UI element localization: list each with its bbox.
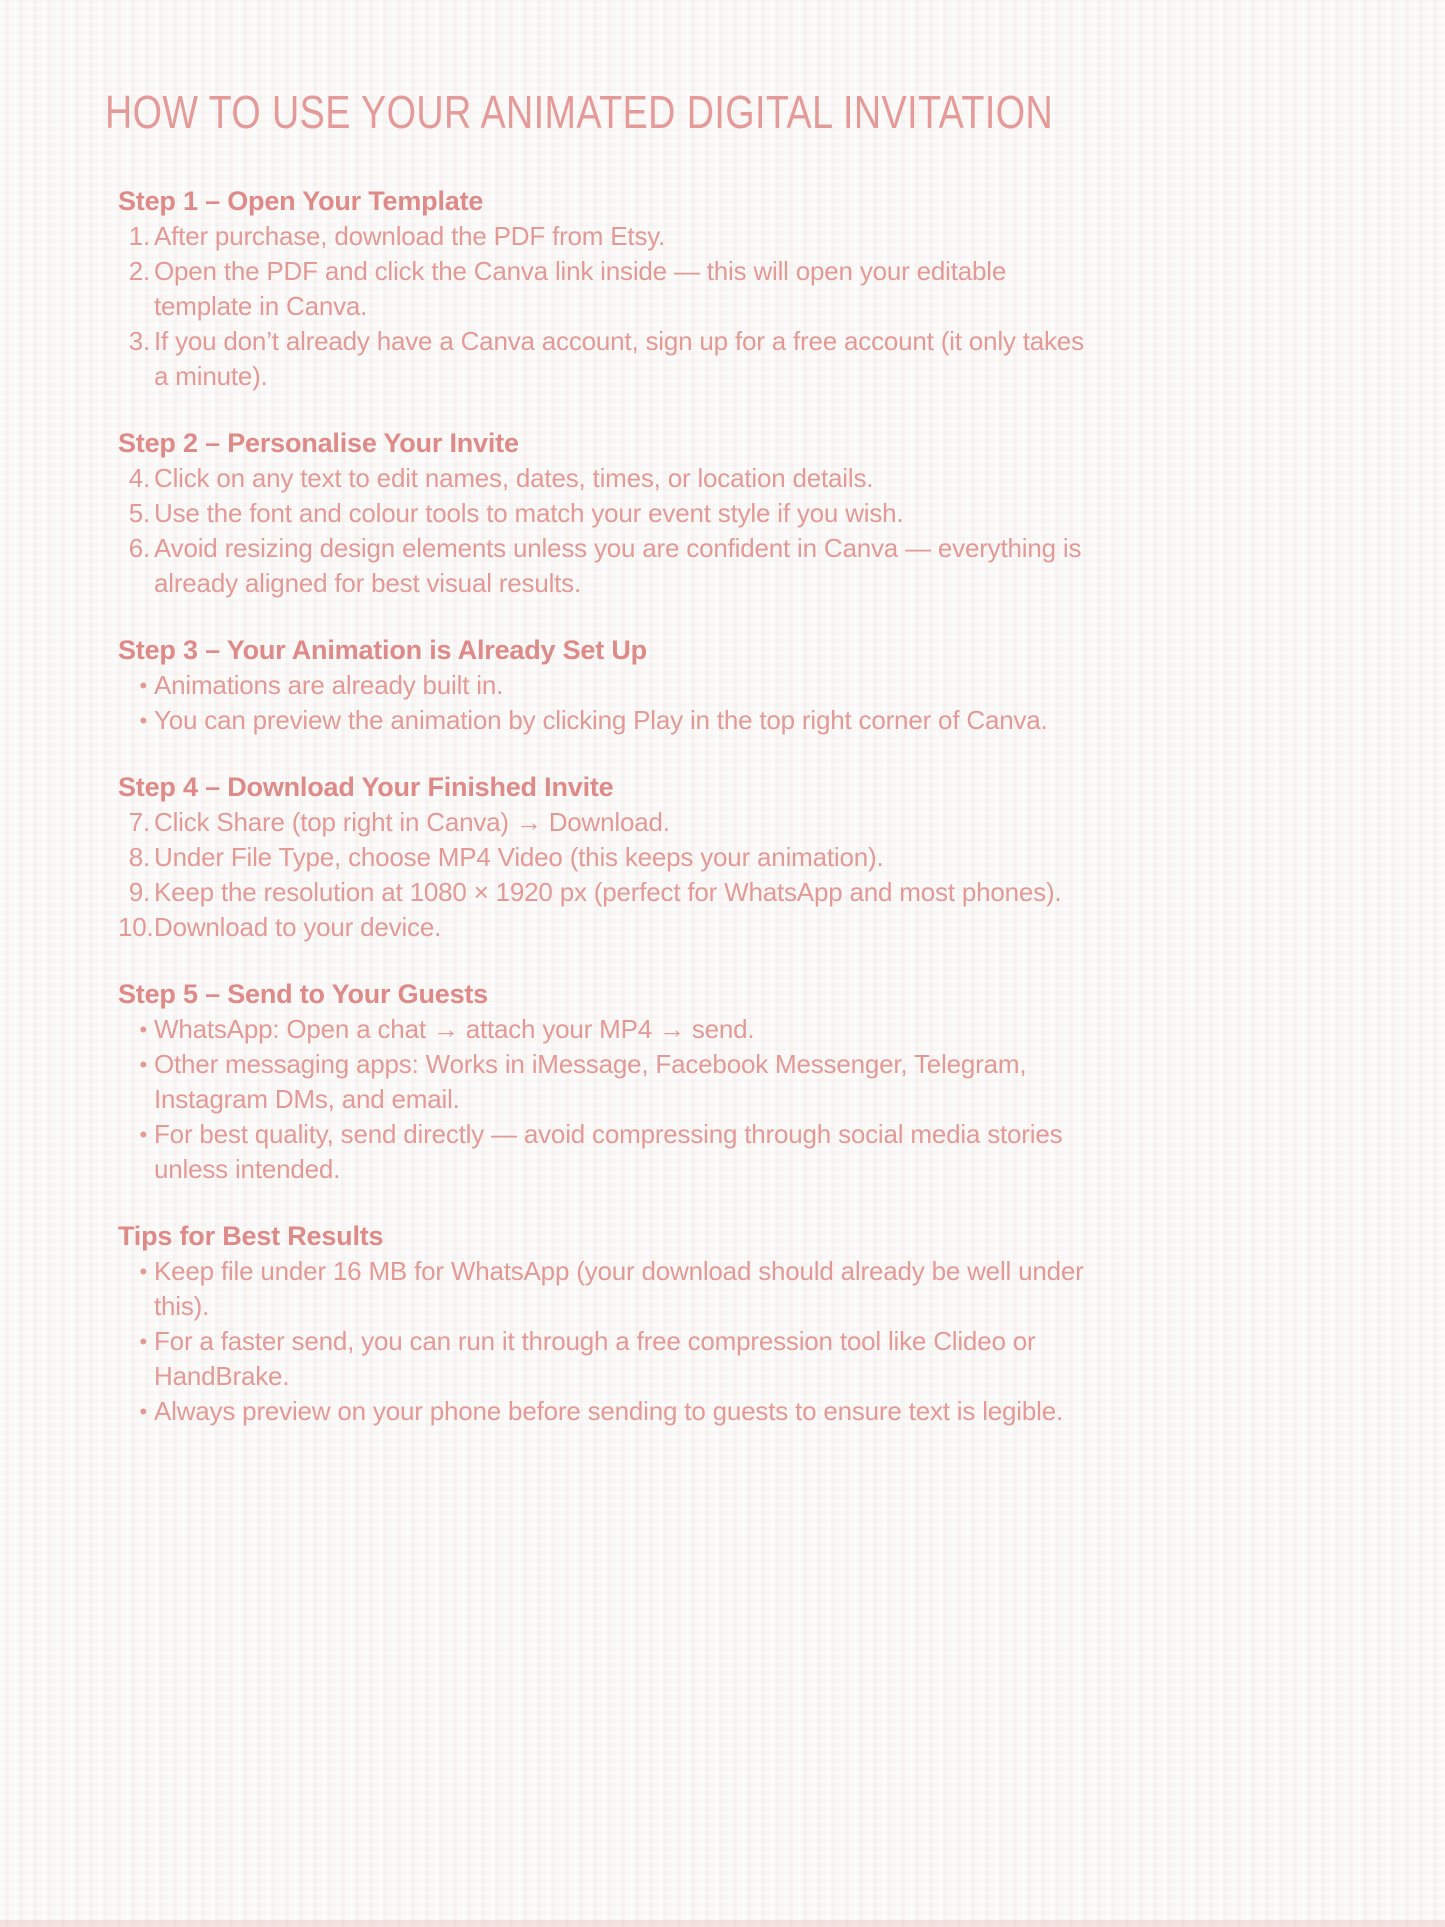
bullet-marker: • xyxy=(139,1122,147,1147)
list-item xyxy=(118,910,1335,945)
list-item-text: WhatsApp: Open a chat → attach your MP4 → send. xyxy=(154,1014,755,1044)
list-item-text: Always preview on your phone before sending to guests to ensure text is legible. xyxy=(154,1396,1063,1426)
list-item xyxy=(118,254,1335,324)
number-marker: 2. xyxy=(128,256,150,286)
bullet-marker: • xyxy=(139,708,147,733)
number-marker: 8. xyxy=(128,842,150,872)
list-item xyxy=(118,875,1335,910)
list-item-text: Other messaging apps: Works in iMessage, Facebook Messenger, Telegram, Instagram DMs, and email. xyxy=(154,1049,1027,1114)
section-heading: Step 5 – Send to Your Guests xyxy=(118,979,488,1009)
number-marker: 1. xyxy=(128,221,150,251)
list-item-text: Keep file under 16 MB for WhatsApp (your download should already be well under this). xyxy=(154,1256,1084,1321)
list-item-text: Under File Type, choose MP4 Video (this keeps your animation). xyxy=(154,842,884,872)
number-marker: 5. xyxy=(128,498,150,528)
list-item xyxy=(118,461,1335,496)
number-marker: 7. xyxy=(128,807,150,837)
section-heading: Step 1 – Open Your Template xyxy=(118,186,484,216)
numbered-list xyxy=(118,461,1335,601)
section xyxy=(118,426,1335,601)
list-item xyxy=(118,668,1335,703)
bottom-edge xyxy=(0,1920,1445,1927)
list-item xyxy=(118,1012,1335,1047)
number-marker: 4. xyxy=(128,463,150,493)
section-heading: Step 4 – Download Your Finished Invite xyxy=(118,772,614,802)
list-item-text: Avoid resizing design elements unless you are confident in Canva — everything is already aligned for best visual results. xyxy=(154,533,1082,598)
section xyxy=(118,1219,1335,1429)
list-item-text: Animations are already built in. xyxy=(154,670,504,700)
list-item-text: You can preview the animation by clicking Play in the top right corner of Canva. xyxy=(154,705,1048,735)
bullet-marker: • xyxy=(139,1259,147,1284)
bullet-marker: • xyxy=(139,1017,147,1042)
list-item-text: Use the font and colour tools to match your event style if you wish. xyxy=(154,498,904,528)
list-item xyxy=(118,531,1335,601)
list-item-text: After purchase, download the PDF from Etsy. xyxy=(154,221,666,251)
section-heading: Step 2 – Personalise Your Invite xyxy=(118,428,519,458)
list-item xyxy=(118,1047,1335,1117)
list-item xyxy=(118,1324,1335,1394)
number-marker: 6. xyxy=(128,533,150,563)
list-item xyxy=(118,805,1335,840)
section xyxy=(118,977,1335,1187)
list-item xyxy=(118,496,1335,531)
list-item-text: Click Share (top right in Canva) → Download. xyxy=(154,807,670,837)
list-item-text: Click on any text to edit names, dates, times, or location details. xyxy=(154,463,874,493)
list-item xyxy=(118,703,1335,738)
list-item xyxy=(118,219,1335,254)
bullet-marker: • xyxy=(139,1329,147,1354)
section xyxy=(118,770,1335,945)
bullet-marker: • xyxy=(139,1399,147,1424)
list-item-text: Keep the resolution at 1080 × 1920 px (perfect for WhatsApp and most phones). xyxy=(154,877,1062,907)
bullet-list xyxy=(118,1254,1335,1429)
section xyxy=(118,184,1335,394)
list-item-text: Download to your device. xyxy=(154,912,442,942)
bullet-list xyxy=(118,668,1335,738)
list-item xyxy=(118,324,1335,394)
page-title: HOW TO USE YOUR ANIMATED DIGITAL INVITATION xyxy=(105,86,1054,138)
numbered-list xyxy=(118,805,1335,945)
sections-container xyxy=(0,184,1445,1429)
bullet-marker: • xyxy=(139,673,147,698)
section-heading: Tips for Best Results xyxy=(118,1221,384,1251)
numbered-list xyxy=(118,219,1335,394)
list-item-text: Open the PDF and click the Canva link inside — this will open your editable template in Canva. xyxy=(154,256,1007,321)
list-item xyxy=(118,1254,1335,1324)
section xyxy=(118,633,1335,738)
list-item xyxy=(118,1394,1335,1429)
list-item-text: For a faster send, you can run it through a free compression tool like Clideo or HandBrake. xyxy=(154,1326,1036,1391)
number-marker: 9. xyxy=(128,877,150,907)
bullet-marker: • xyxy=(139,1052,147,1077)
list-item xyxy=(118,1117,1335,1187)
number-marker: 10. xyxy=(118,912,154,942)
section-heading: Step 3 – Your Animation is Already Set Up xyxy=(118,635,647,665)
number-marker: 3. xyxy=(128,326,150,356)
list-item-text: If you don’t already have a Canva account, sign up for a free account (it only takes a minute). xyxy=(154,326,1084,391)
list-item xyxy=(118,840,1335,875)
list-item-text: For best quality, send directly — avoid compressing through social media stories unless intended. xyxy=(154,1119,1063,1184)
bullet-list xyxy=(118,1012,1335,1187)
